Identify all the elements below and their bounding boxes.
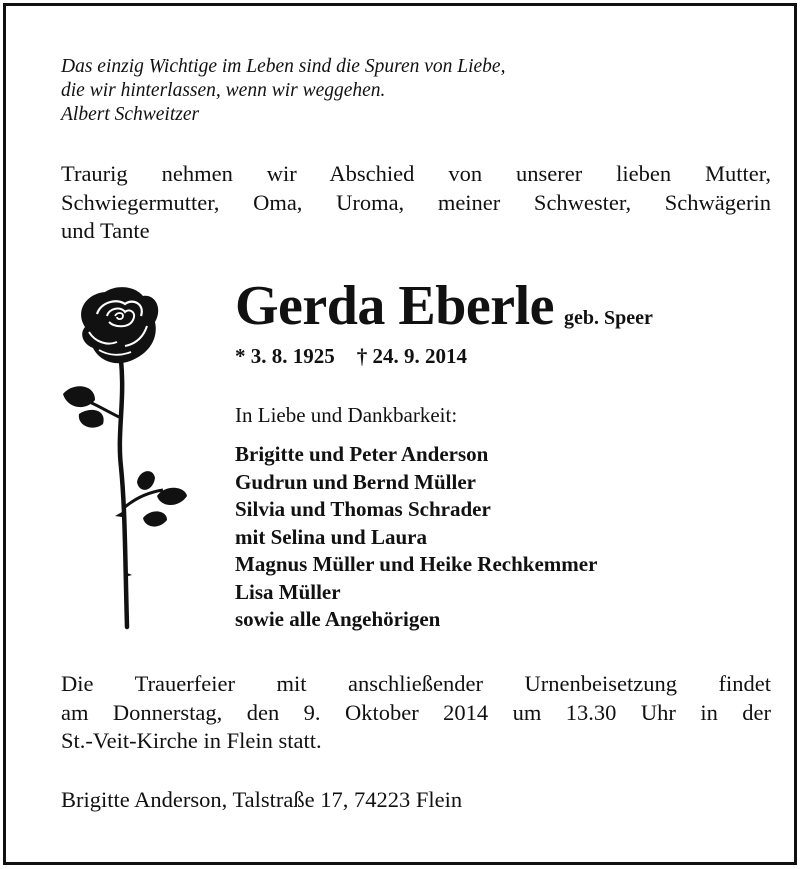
death-date: † 24. 9. 2014 [356, 344, 467, 368]
list-item: sowie alle Angehörigen [235, 607, 441, 631]
quote-line-1: Das einzig Wichtige im Leben sind die Spuren von Liebe, [61, 56, 506, 77]
intro-line-1: Traurig nehmen wir Abschied von unserer lieben Mutter, [61, 161, 771, 186]
quote-line-2: die wir hinterlassen, wenn wir weggehen. [61, 80, 386, 101]
quote [61, 55, 761, 127]
list-item: Brigitte und Peter Anderson [235, 442, 489, 466]
deceased-name: Gerda Eberle [235, 275, 555, 337]
funeral-line-3: St.-Veit-Kirche in Flein statt. [61, 728, 322, 753]
quote-author: Albert Schweitzer [61, 104, 200, 125]
mourners-list [235, 441, 597, 634]
contact-address: Brigitte Anderson, Talstraße 17, 74223 Flein [61, 787, 463, 812]
list-item: mit Selina und Laura [235, 524, 427, 549]
intro-line-2: Schwiegermutter, Oma, Uroma, meiner Schwester, Schwägerin [61, 189, 771, 215]
list-item: Lisa Müller [235, 579, 341, 604]
list-item: Gudrun und Bernd Müller [235, 469, 476, 494]
intro-text [61, 160, 771, 246]
thanks-heading: In Liebe und Dankbarkeit: [235, 403, 458, 427]
list-item: Silvia und Thomas Schrader [235, 497, 491, 521]
rose-icon [55, 282, 195, 632]
funeral-line-2: am Donnerstag, den 9. Oktober 2014 um 13.30 Uhr in der [61, 699, 771, 725]
funeral-line-1: Die Trauerfeier mit anschließender Urnenbeisetzung findet [61, 671, 771, 696]
intro-line-3: und Tante [61, 218, 150, 243]
maiden-name: geb. Speer [564, 307, 653, 329]
funeral-text [61, 670, 771, 756]
deceased-name-line [235, 274, 653, 338]
list-item: Magnus Müller und Heike Rechkemmer [235, 552, 598, 576]
birth-date: * 3. 8. 1925 [235, 344, 335, 368]
life-dates [235, 344, 467, 369]
